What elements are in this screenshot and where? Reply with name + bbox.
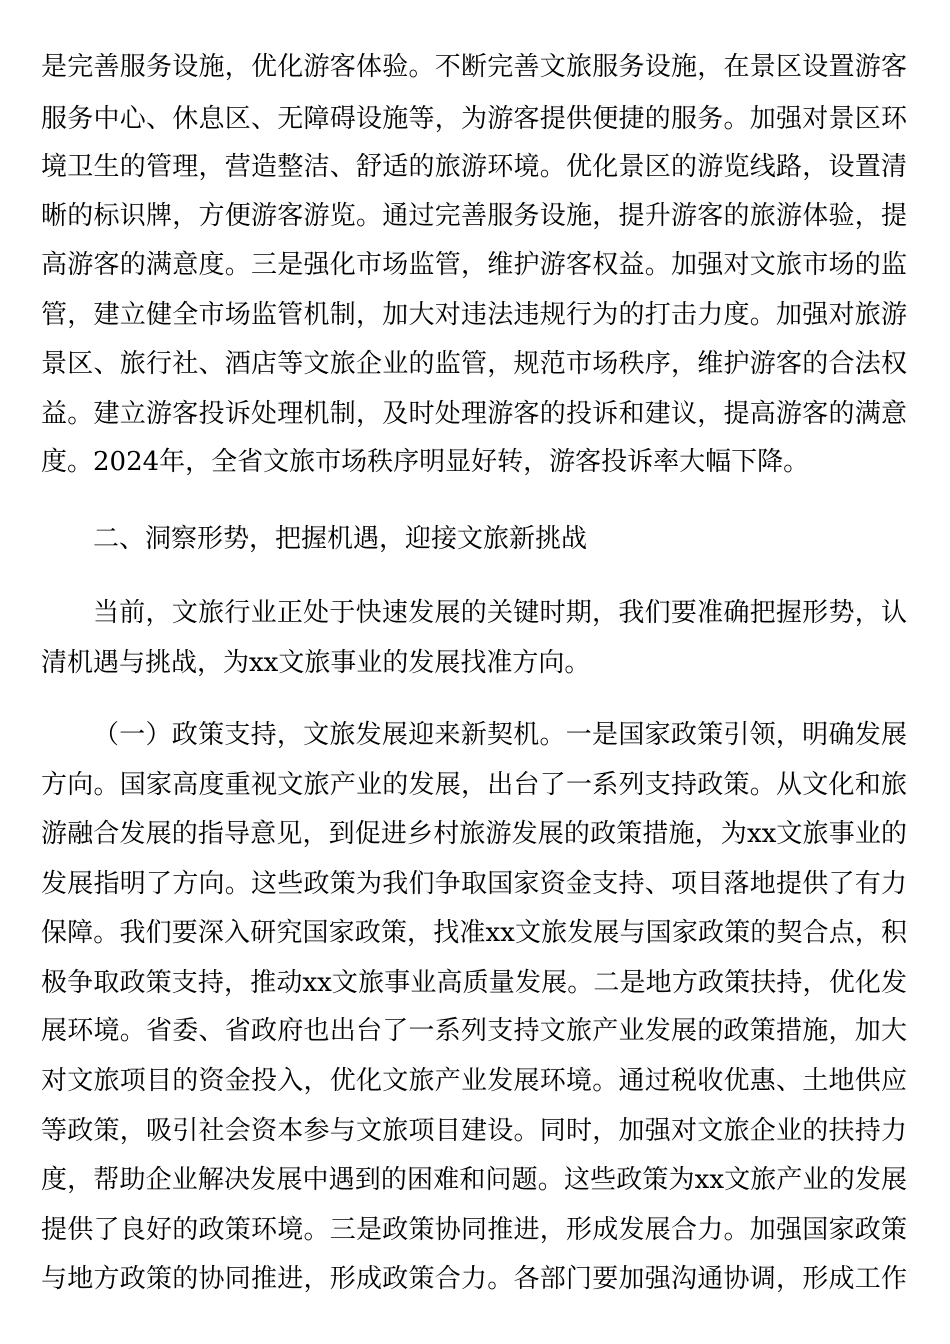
- paragraph-1-line-1: 是完善服务设施，优化游客体验。不断完善文旅服务设施，在景区设置游客: [41, 52, 907, 82]
- paragraph-4-line-2: 方向。国家高度重视文旅产业的发展，出台了一系列支持政策。从文化和旅: [41, 770, 907, 800]
- paragraph-1-line-9: 度。2024年，全省文旅市场秩序明显好转，游客投诉率大幅下降。: [41, 447, 810, 477]
- paragraph-4-line-10: 度，帮助企业解决发展中遇到的困难和问题。这些政策为xx文旅产业的发展: [41, 1165, 907, 1195]
- paragraph-4-line-11: 提供了良好的政策环境。三是政策协同推进，形成发展合力。加强国家政策: [41, 1215, 907, 1245]
- paragraph-4-line-5: 保障。我们要深入研究国家政策，找准xx文旅发展与国家政策的契合点，积: [41, 918, 907, 948]
- paragraph-4-line-6: 极争取政策支持，推动xx文旅事业高质量发展。二是地方政策扶持，优化发: [41, 968, 907, 998]
- paragraph-1-line-7: 景区、旅行社、酒店等文旅企业的监管，规范市场秩序，维护游客的合法权: [41, 349, 907, 379]
- paragraph-1-line-4: 晰的标识牌，方便游客游览。通过完善服务设施，提升游客的旅游体验，提: [41, 201, 907, 231]
- paragraph-4-line-12: 与地方政策的协同推进，形成政策合力。各部门要加强沟通协调，形成工作: [41, 1264, 907, 1294]
- paragraph-4-line-3: 游融合发展的指导意见，到促进乡村旅游发展的政策措施，为xx文旅事业的: [41, 819, 907, 849]
- paragraph-4-line-1: （一）政策支持，文旅发展迎来新契机。一是国家政策引领，明确发展: [93, 720, 907, 750]
- paragraph-1-line-6: 管，建立健全市场监管机制，加大对违法违规行为的打击力度。加强对旅游: [41, 300, 907, 330]
- paragraph-1-line-2: 服务中心、休息区、无障碍设施等，为游客提供便捷的服务。加强对景区环: [41, 104, 907, 134]
- paragraph-3-line-2: 清机遇与挑战，为xx文旅事业的发展找准方向。: [41, 648, 591, 678]
- paragraph-4-line-8: 对文旅项目的资金投入，优化文旅产业发展环境。通过税收优惠、土地供应: [41, 1066, 907, 1096]
- paragraph-1-line-8: 益。建立游客投诉处理机制，及时处理游客的投诉和建议，提高游客的满意: [41, 399, 907, 429]
- paragraph-4-line-4: 发展指明了方向。这些政策为我们争取国家资金支持、项目落地提供了有力: [41, 869, 907, 899]
- paragraph-1-line-3: 境卫生的管理，营造整洁、舒适的旅游环境。优化景区的游览线路，设置清: [41, 152, 907, 182]
- section-heading: 二、洞察形势，把握机遇，迎接文旅新挑战: [93, 524, 588, 554]
- paragraph-4-line-7: 展环境。省委、省政府也出台了一系列支持文旅产业发展的政策措施，加大: [41, 1016, 907, 1046]
- paragraph-1-line-5: 高游客的满意度。三是强化市场监管，维护游客权益。加强对文旅市场的监: [41, 250, 907, 280]
- paragraph-3-line-1: 当前，文旅行业正处于快速发展的关键时期，我们要准确把握形势，认: [93, 598, 907, 628]
- paragraph-4-line-9: 等政策，吸引社会资本参与文旅项目建设。同时，加强对文旅企业的扶持力: [41, 1116, 907, 1146]
